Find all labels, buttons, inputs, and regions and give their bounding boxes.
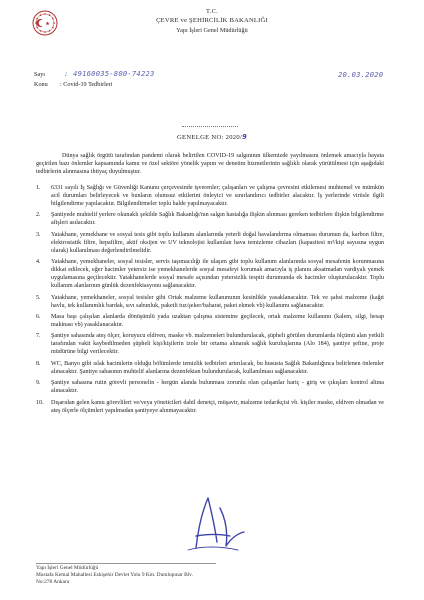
item-text: Masa başı çalışılan alanlarda dönüşümlü yada uzaktan çalışma sistemine geçilecek, ortak malzeme kullanımı (kalem, silgi, hesap makinası vb) yasaklanacaktır.	[51, 313, 384, 328]
title-divider	[182, 126, 238, 127]
meta-sayi	[34, 71, 60, 78]
item-text: Yatakhane, yemekhane ve sosyal tesis gibi toplu kullanım alanlarında yeterli doğal havalandırma olmaması durumun da, karbon filtre, elektrostatik filtre, hepafiltre, aktif oksijen ve UV teknolojisi kullanılan hava temizleme cihazları (kapasitesi m³/kişi sayısına uygun olarak) kullanılması değerlendirilmelidir.	[51, 231, 384, 254]
item-number: 2.	[36, 212, 41, 219]
list-item	[36, 184, 384, 208]
header-tc: T.C.	[205, 8, 219, 15]
footer-address	[36, 565, 193, 586]
circular-title	[0, 133, 424, 141]
list-item	[36, 379, 384, 395]
measures-list	[36, 184, 384, 418]
item-number: 8.	[36, 360, 41, 367]
list-item	[36, 399, 384, 415]
item-number: 3.	[36, 231, 41, 238]
footer-line-2: Mustafa Kemal Mahallesi Eskişehir Devlet Yolu 9 Km. Dumlupınar Blv.	[36, 572, 193, 578]
header-ministry: ÇEVRE ve ŞEHİRCİLİK BAKANLIĞI	[156, 17, 268, 24]
item-number: 9.	[36, 380, 41, 387]
document-date: 20.03.2020	[338, 70, 384, 79]
item-text: Şantiye sahasında ateş ölçer, koruyucu eldiven, maske vb. malzemeleri bulundurulacak, şüpheli görülen durumlarda ölçümü alan yetkili tarafından vakit kaybedilmeden şüpheli kişi/kişilerin izole bir ortama alınarak sağlık kuruluşlarına (Alo 184), şantiye şefine, proje müdürüne bilgi verilecektir.	[51, 333, 384, 356]
meta-konu	[34, 81, 112, 88]
list-item	[36, 332, 384, 356]
list-item	[36, 231, 384, 255]
item-number: 6.	[36, 313, 41, 320]
item-text: Şantiyede muhtelif yerlere okunaklı şekilde Sağlık Bakanlığı'nın salgın hastalığa ilişkin alınması gereken tedbirlere ilişkin bilgilendirme afişleri asılacaktır.	[51, 212, 384, 227]
circular-number: 9	[242, 133, 248, 141]
list-item	[36, 258, 384, 290]
item-number: 5.	[36, 294, 41, 301]
sayi-value: : 49160035-800-74223	[64, 69, 155, 78]
item-number: 10.	[36, 399, 44, 406]
handwritten-signature	[168, 490, 264, 560]
intro-paragraph: Dünya sağlık örgütü tarafından pandemi olarak belirtilen COVID-19 salgınının ülkemizde yayılmasını önlemek amacıyla hayata geçirilen bazı önlemler kapsamında kamu ve özel sektöre yönelik yapım ve denetim hizmetlerinin sağlıklı olarak yürütülmesi için aşağıdaki tedbirlerin alınmasına ihtiyaç duyulmuştur.	[36, 153, 384, 175]
list-item	[36, 294, 384, 310]
item-number: 4.	[36, 259, 41, 266]
konu-value: : Covid-19 Tedbirleri	[60, 81, 113, 88]
sayi-label: Sayı	[34, 71, 46, 78]
item-number: 1.	[36, 185, 41, 191]
footer-divider	[36, 563, 216, 564]
item-number: 7.	[36, 333, 41, 340]
item-text: Şantiye sahasına rutin görevli personelin - hergün alanda bulunması zorunlu olan çalışanlar hariç - giriş ve çıkışları kontrol altına alınacaktır.	[51, 380, 384, 395]
item-text: Yatakhane, yemekhaneler, sosyal tesisler, servis taşımacılığı ile ulaşım gibi toplu kullanım alanlarında sosyal mesafenin korunmasına dikkat edilecek, eğer hacimler yetersiz ise yemekhanelerde sosyal mesafeyi korumak amacıyla iş planını aksatmadan vardiyalı yemek uygulamasına geçilecektir. Yatakhanelerde sosyal mesafe açısından yetersizlik tespiti durumunda ek hacimler oluşturulacaktır. Toplu kullanım alanlarının günlük dezenfektasyonu sağlanacaktır.	[51, 259, 384, 290]
footer-line-1: Yapı İşleri Genel Müdürlüğü	[36, 565, 99, 571]
item-text: Dışarıdan gelen kamu görevlileri ve/veya yöneticileri dahil denetçi, müşavir, malzeme tedarikçisi vb. kişiler maske, eldiven olmadan ve ateş ölçerle ölçümleri yapılmadan şantiyeye alınmayacaktır.	[51, 399, 384, 414]
list-item	[36, 360, 384, 376]
circular-title-prefix: GENELGE NO: 2020/	[176, 134, 243, 141]
item-text: WC, Banyo gibi ıslak hacimlerin olduğu bölümlerde temizlik tedbirleri artırılacak, bu hususta Sağlık Bakanlığınca belirlenen önlemler alınacaktır. Şantiye sahasının muhtelif alanlarına dezenfektan bulundurulacak, kullanılması sağlanacaktır.	[51, 360, 384, 375]
list-item	[36, 313, 384, 329]
footer-line-3: No:278 Ankara	[36, 579, 70, 585]
header-directorate: Yapı İşleri Genel Müdürlüğü	[176, 27, 248, 34]
item-text: 6331 sayılı İş Sağlığı ve Güvenliği Kanunu çerçevesinde işverenler; çalışanları ve çalışma çevresini etkilemesi muhtemel ve mümkün acil durumları belirleyecek ve bunların olumsuz etkilerini önleyici ve sınırlandırıcı tedbirler alacaktır. İş yerlerinde virüsle ilgili bilgilendirme yapılacaktır. Bilgilendirmeler toplu halde yapılmayacaktır.	[51, 185, 384, 207]
item-text: Yatakhane, yemekhaneler, sosyal tesisler gibi Ortak malzeme kullanımının kesinlikle yasaklanacaktır. Tek ve şahsi malzeme (kağıt havlu, tek kullanımlık bardak, sıvı sabunluk, paketli tuz/şeker/baharat, paket ekmek vb) kullanımı sağlanacaktır.	[51, 294, 384, 309]
list-item	[36, 211, 384, 227]
konu-label: Konu	[34, 81, 48, 88]
